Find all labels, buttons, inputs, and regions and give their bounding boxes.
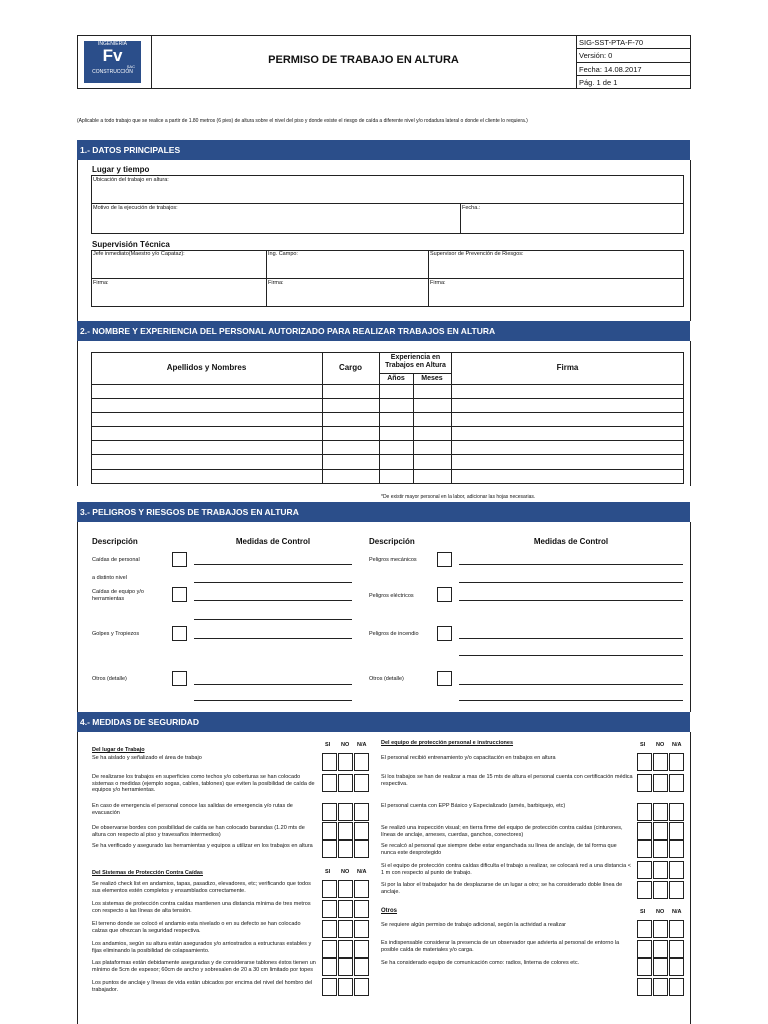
hazard-other-left-checkbox[interactable]: [172, 671, 187, 686]
control-line[interactable]: [194, 600, 352, 601]
document-date: Fecha: 14.08.2017: [579, 65, 642, 74]
measure-item: De realizarse los trabajos en superficies como techos y/o coberturas se han colocado sistemas o medidas (ejemplo sogas, cables, tablones) que eviten la posibilidad de caída de equipos y/o herramientas.: [92, 774, 315, 793]
hazard-electrical-checkbox[interactable]: [437, 587, 452, 602]
prevention-signature-label: Firma:: [430, 280, 446, 286]
right-measure-row-8-na-checkbox[interactable]: [669, 920, 684, 938]
right-measure-row-3-na-checkbox[interactable]: [669, 803, 684, 821]
measure-item: En caso de emergencia el personal conoce las salidas de emergencia y/o rutas de evacuación: [92, 803, 293, 816]
hazard-bumps-checkbox[interactable]: [172, 626, 187, 641]
left-measure-row-1-no-checkbox[interactable]: [338, 753, 353, 771]
right-measure-row-7-no-checkbox[interactable]: [653, 881, 668, 899]
left-measure-row-6-si-checkbox[interactable]: [322, 880, 337, 898]
control-line[interactable]: [459, 655, 683, 656]
location-field[interactable]: [91, 175, 684, 204]
ppe-heading: Del equipo de protección personal e instrucciones: [381, 740, 514, 746]
measure-item: El personal recibió entrenamiento y/o capacitación en trabajos en altura: [381, 755, 556, 761]
right-si-header-2: SI: [640, 909, 646, 915]
control-line[interactable]: [194, 684, 352, 685]
logo-line-3: SAC: [126, 64, 135, 69]
hazard-fire: Peligros de incendio: [369, 631, 419, 637]
right-measure-row-10-na-checkbox[interactable]: [669, 958, 684, 976]
right-measures-header: Medidas de Control: [533, 537, 609, 546]
measure-item: Es indispensable considerar la presencia de un observador que advierta al personal de entorno la posible caída de materiales y/o carga.: [381, 940, 620, 953]
hazard-fall-equipment: Caídas de equipo y/o herramientas: [92, 589, 144, 602]
right-measure-row-4-na-checkbox[interactable]: [669, 822, 684, 840]
left-measure-row-10-si-checkbox[interactable]: [322, 958, 337, 976]
left-measure-row-7-si-checkbox[interactable]: [322, 900, 337, 918]
right-measure-row-7-na-checkbox[interactable]: [669, 881, 684, 899]
section-2-title: 2.- NOMBRE Y EXPERIENCIA DEL PERSONAL AUTORIZADO PARA REALIZAR TRABAJOS EN ALTURA: [77, 321, 690, 341]
right-measure-row-3-si-checkbox[interactable]: [637, 803, 652, 821]
left-measure-row-9-na-checkbox[interactable]: [354, 940, 369, 958]
left-measure-row-11-no-checkbox[interactable]: [338, 978, 353, 996]
right-measure-row-8-no-checkbox[interactable]: [653, 920, 668, 938]
left-measure-row-5-no-checkbox[interactable]: [338, 840, 353, 858]
left-na-header-2: N/A: [357, 869, 367, 875]
right-measure-row-2-no-checkbox[interactable]: [653, 774, 668, 792]
chief-signature-label: Firma:: [93, 280, 109, 286]
hazard-other-right: Otros (detalle): [369, 676, 404, 682]
right-measure-row-2-si-checkbox[interactable]: [637, 774, 652, 792]
section-4-title: 4.- MEDIDAS DE SEGURIDAD: [77, 712, 690, 732]
control-line[interactable]: [459, 684, 683, 685]
hazard-fire-checkbox[interactable]: [437, 626, 452, 641]
right-measure-row-6-si-checkbox[interactable]: [637, 861, 652, 879]
hazard-other-left: Otros (detalle): [92, 676, 127, 682]
left-description-header: Descripción: [92, 537, 138, 546]
measure-item: Los puntos de anclaje y líneas de vida están ubicados por encima del nivel del hombro del trabajador.: [92, 980, 313, 993]
right-measure-row-9-si-checkbox[interactable]: [637, 940, 652, 958]
left-measure-row-3-si-checkbox[interactable]: [322, 803, 337, 821]
right-measure-row-5-si-checkbox[interactable]: [637, 840, 652, 858]
supervision-heading: Supervisión Técnica: [92, 240, 170, 249]
logo-line-1: INGENIERÍA: [98, 41, 127, 47]
right-measure-row-4-si-checkbox[interactable]: [637, 822, 652, 840]
left-si-header-2: SI: [325, 869, 331, 875]
others-heading: Otros: [381, 908, 398, 914]
left-measure-row-9-si-checkbox[interactable]: [322, 940, 337, 958]
prevention-signature-field[interactable]: [428, 278, 684, 307]
left-measure-row-8-si-checkbox[interactable]: [322, 920, 337, 938]
field-engineer-signature-field[interactable]: [266, 278, 429, 307]
hazard-fall-personnel-cont: a distinto nivel: [92, 575, 127, 581]
left-measure-row-6-na-checkbox[interactable]: [354, 880, 369, 898]
right-measure-row-1-no-checkbox[interactable]: [653, 753, 668, 771]
col-experience-header: Experiencia en Trabajos en Altura: [385, 354, 446, 369]
left-measure-row-6-no-checkbox[interactable]: [338, 880, 353, 898]
measure-item: Se ha verificado y asegurado las herramientas y equipos a utilizar en los trabajos en altura: [92, 843, 313, 849]
chief-label: Jefe inmediato(Maestro y/o Capataz):: [93, 251, 185, 257]
section-3-title: 3.- PELIGROS Y RIESGOS DE TRABAJOS EN ALTURA: [77, 502, 690, 522]
right-measure-row-10-no-checkbox[interactable]: [653, 958, 668, 976]
measure-item: Si el equipo de protección contra caídas dificulta el trabajo a realizar, se colocará red a una distancia < 1 m con respecto al punto de trabajo.: [381, 863, 631, 876]
control-line[interactable]: [459, 564, 683, 565]
right-measure-row-11-si-checkbox[interactable]: [637, 978, 652, 996]
document-version: Versión: 0: [579, 51, 613, 60]
right-description-header: Descripción: [369, 537, 415, 546]
col-role-header: Cargo: [338, 363, 363, 372]
right-measure-row-4-no-checkbox[interactable]: [653, 822, 668, 840]
intro-note: (Aplicable a todo trabajo que se realice a partir de 1.80 metros (6 pies) de altura sobre el nivel del piso y donde existe el riesgo de caída a diferente nivel y/o rodadura lateral o donde el cliente lo requiera.): [77, 118, 528, 124]
right-measure-row-6-na-checkbox[interactable]: [669, 861, 684, 879]
field-engineer-signature-label: Firma:: [268, 280, 284, 286]
fall-protection-heading: Del Sistemas de Protección Contra Caídas: [92, 870, 203, 876]
col-months-header: Meses: [421, 375, 443, 382]
right-na-header-2: N/A: [672, 909, 682, 915]
left-measure-row-7-no-checkbox[interactable]: [338, 900, 353, 918]
right-measure-row-5-no-checkbox[interactable]: [653, 840, 668, 858]
left-measure-row-4-si-checkbox[interactable]: [322, 822, 337, 840]
right-measure-row-1-si-checkbox[interactable]: [637, 753, 652, 771]
col-years-header: Años: [387, 375, 405, 382]
right-measure-row-5-na-checkbox[interactable]: [669, 840, 684, 858]
measure-item: Si por la labor el trabajador ha de desplazarse de un lugar a otro; se ha considerado doble línea de anclaje.: [381, 882, 623, 895]
workplace-heading: Del lugar de Trabajo: [92, 747, 145, 753]
left-measure-row-1-na-checkbox[interactable]: [354, 753, 369, 771]
left-measure-row-7-na-checkbox[interactable]: [354, 900, 369, 918]
left-measure-row-2-no-checkbox[interactable]: [338, 774, 353, 792]
measure-item: Si los trabajos se han de realizar a mas de 15 mts de altura el personal cuenta con certificación médica respectiva.: [381, 774, 633, 787]
measure-item: Los sistemas de protección contra caídas mantienen una distancia mínima de tres metros con respecto a las líneas de alta tensión.: [92, 901, 311, 914]
left-measure-row-10-no-checkbox[interactable]: [338, 958, 353, 976]
right-measure-row-8-si-checkbox[interactable]: [637, 920, 652, 938]
left-measure-row-8-na-checkbox[interactable]: [354, 920, 369, 938]
control-line[interactable]: [194, 564, 352, 565]
left-measures-header: Medidas de Control: [235, 537, 311, 546]
left-measure-row-5-si-checkbox[interactable]: [322, 840, 337, 858]
measure-item: Se ha aislado y señalizado el área de trabajo: [92, 755, 202, 761]
control-line[interactable]: [459, 700, 683, 701]
right-measure-row-9-no-checkbox[interactable]: [653, 940, 668, 958]
left-no-header: NO: [341, 742, 350, 748]
col-signature-header: Firma: [556, 363, 579, 372]
hazard-mechanical: Peligros mecánicos: [369, 557, 417, 563]
left-na-header: N/A: [357, 742, 367, 748]
measure-item: Se recalcó al personal que siempre debe estar enganchada su línea de anclaje, de tal forma que nunca este desprotegido: [381, 843, 617, 856]
left-measure-row-11-na-checkbox[interactable]: [354, 978, 369, 996]
left-si-header: SI: [325, 742, 331, 748]
measure-item: Se ha considerado equipo de comunicación como: radios, linterna de colores etc.: [381, 960, 580, 966]
hazard-fall-equipment-checkbox[interactable]: [172, 587, 187, 602]
left-measure-row-3-na-checkbox[interactable]: [354, 803, 369, 821]
right-measure-row-6-no-checkbox[interactable]: [653, 861, 668, 879]
right-measure-row-7-si-checkbox[interactable]: [637, 881, 652, 899]
right-measure-row-1-na-checkbox[interactable]: [669, 753, 684, 771]
document-page: Pág. 1 de 1: [579, 78, 618, 87]
hazard-mechanical-checkbox[interactable]: [437, 552, 452, 567]
left-measure-row-4-na-checkbox[interactable]: [354, 822, 369, 840]
prevention-supervisor-label: Supervisor de Prevención de Riesgos:: [430, 251, 524, 257]
left-measure-row-2-si-checkbox[interactable]: [322, 774, 337, 792]
right-no-header: NO: [656, 742, 665, 748]
location-label: Ubicación del trabajo en altura:: [93, 177, 169, 183]
control-line[interactable]: [459, 582, 683, 583]
left-measure-row-10-na-checkbox[interactable]: [354, 958, 369, 976]
right-measure-row-10-si-checkbox[interactable]: [637, 958, 652, 976]
measure-item: Se requiere algún permiso de trabajo adicional, según la actividad a realizar: [381, 922, 566, 928]
right-na-header: N/A: [672, 742, 682, 748]
left-measure-row-2-na-checkbox[interactable]: [354, 774, 369, 792]
measure-item: Los andamios, según su altura están asegurados y/o arriostrados a estructuras estables y fijas eliminando la posibilidad de colapsamiento.: [92, 941, 312, 954]
hazard-fall-personnel: Caídas de personal: [92, 557, 140, 563]
measure-item: De observarse bordes con posibilidad de caída se han colocado barandas (1.20 mts de altura con respecto al piso y travesaños intermedios): [92, 825, 305, 838]
right-measure-row-11-na-checkbox[interactable]: [669, 978, 684, 996]
left-measure-row-8-no-checkbox[interactable]: [338, 920, 353, 938]
measure-item: Se realizó check list en andamios, tapas, pasadizo, elevadores, etc; verificando que todos sus elementos estén completos y ensamblados correctamente.: [92, 881, 311, 894]
logo-line-2: Fv: [102, 46, 123, 65]
date-field[interactable]: [460, 203, 684, 234]
logo-line-4: CONSTRUCCIÓN: [92, 69, 133, 75]
control-line[interactable]: [194, 619, 352, 620]
hazard-electrical: Peligros eléctricos: [369, 593, 414, 599]
left-measure-row-4-no-checkbox[interactable]: [338, 822, 353, 840]
right-measure-row-11-no-checkbox[interactable]: [653, 978, 668, 996]
section-1-title: 1.- DATOS PRINCIPALES: [77, 140, 690, 160]
chief-signature-field[interactable]: [91, 278, 267, 307]
control-line[interactable]: [459, 600, 683, 601]
left-measure-row-9-no-checkbox[interactable]: [338, 940, 353, 958]
control-line[interactable]: [459, 638, 683, 639]
control-line[interactable]: [194, 638, 352, 639]
company-logo: [84, 41, 141, 83]
col-names-header: Apellidos y Nombres: [166, 363, 247, 372]
left-measure-row-5-na-checkbox[interactable]: [354, 840, 369, 858]
right-no-header-2: NO: [656, 909, 665, 915]
place-time-heading: Lugar y tiempo: [92, 165, 150, 174]
control-line[interactable]: [194, 700, 352, 701]
hazard-fall-personnel-checkbox[interactable]: [172, 552, 187, 567]
left-measure-row-1-si-checkbox[interactable]: [322, 753, 337, 771]
measure-item: Se realizó una inspección visual; en tierra firme del equipo de protección contra caídas (cinturones, líneas de anclaje, arneses, cuerdas, ganchos, conectores): [381, 825, 623, 838]
measure-item: El personal cuenta con EPP Básico y Especializado (arnés, barbiquejo, etc): [381, 803, 566, 809]
reason-label: Motivo de la ejecución de trabajos:: [93, 205, 178, 211]
measure-item: Las plataformas están debidamente aseguradas y de considerarse tablones éstos tienen un mínimo de 5cm de espesor; 60cm de ancho y sobresalen de 20 a 30 cm limitado por topes: [92, 960, 316, 973]
left-measure-row-11-si-checkbox[interactable]: [322, 978, 337, 996]
measure-item: El terreno donde se colocó el andamio esta nivelado o en su defecto se han colocado calzas que ofrezcan la seguridad respectiva.: [92, 921, 301, 934]
personnel-note: *De existir mayor personal en la labor, adicionar las hojas necesarias.: [381, 494, 536, 500]
document-title: PERMISO DE TRABAJO EN ALTURA: [268, 54, 459, 66]
control-line[interactable]: [194, 582, 352, 583]
left-no-header-2: NO: [341, 869, 350, 875]
date-label: Fecha.:: [462, 205, 481, 211]
right-measure-row-2-na-checkbox[interactable]: [669, 774, 684, 792]
left-measure-row-3-no-checkbox[interactable]: [338, 803, 353, 821]
document-code: SIG-SST-PTA-F-70: [579, 38, 644, 47]
right-measure-row-3-no-checkbox[interactable]: [653, 803, 668, 821]
right-si-header: SI: [640, 742, 646, 748]
field-engineer-label: Ing. Campo:: [268, 251, 298, 257]
hazard-other-right-checkbox[interactable]: [437, 671, 452, 686]
hazard-bumps: Golpes y Tropiezos: [92, 631, 140, 637]
right-measure-row-9-na-checkbox[interactable]: [669, 940, 684, 958]
